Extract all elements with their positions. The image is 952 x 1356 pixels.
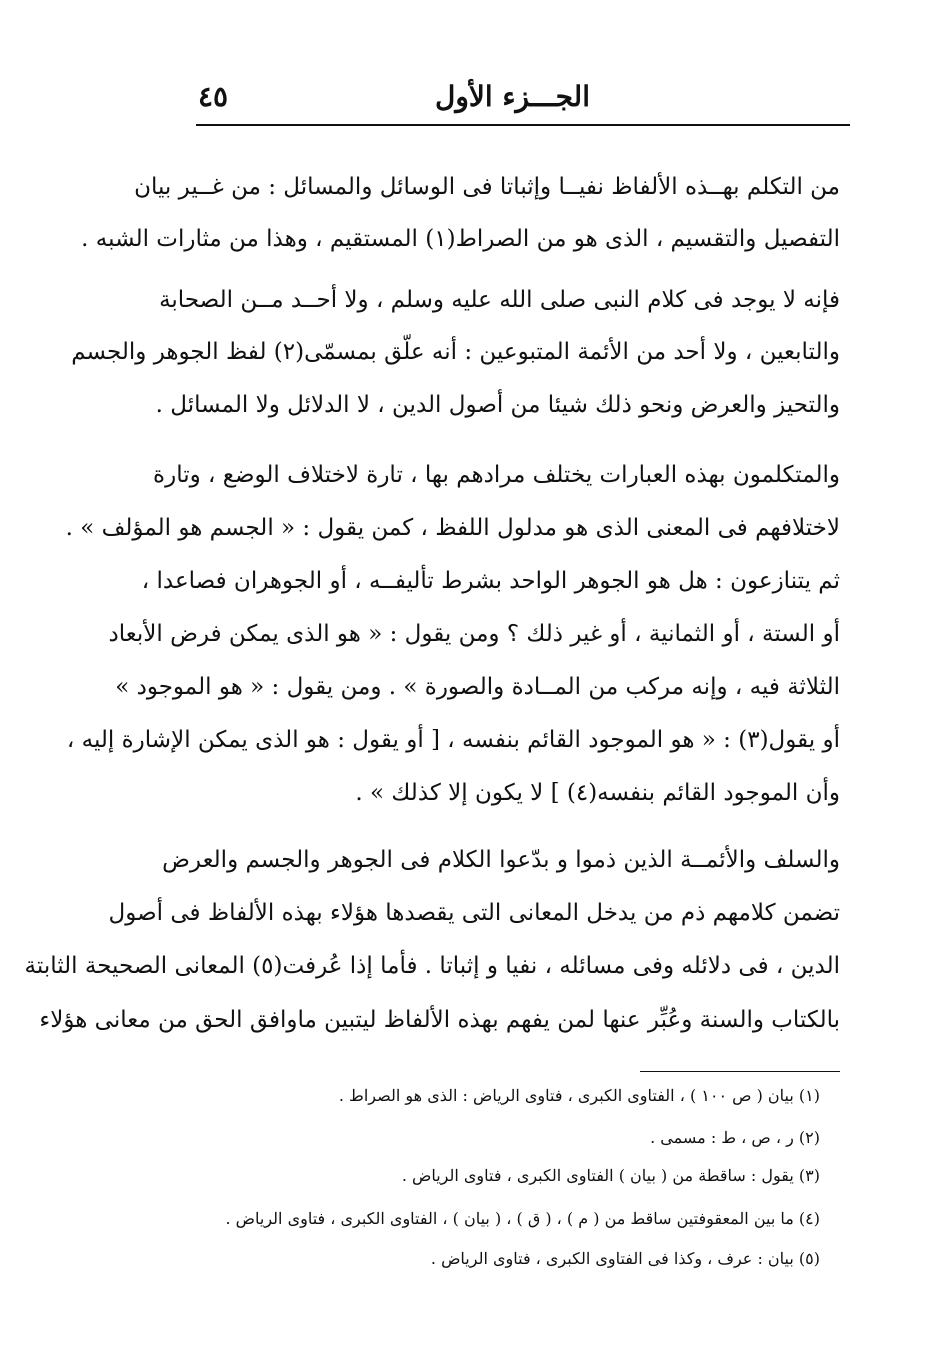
footnote: (٢) ر ، ص ، ط : مسمى . xyxy=(650,1128,820,1147)
text-line: وأن الموجود القائم بنفسه(٤) ] لا يكون إلا كذلك » . xyxy=(355,780,840,806)
text-line: والسلف والأئمــة الذين ذموا و بدّعوا الكلام فى الجوهر والجسم والعرض xyxy=(162,847,840,873)
text-line: أو الستة ، أو الثمانية ، أو غير ذلك ؟ ومن يقول : « هو الذى يمكن فرض الأبعاد xyxy=(108,621,840,647)
footnote: (٣) يقول : ساقطة من ( بيان ) الفتاوى الكبرى ، فتاوى الرياض . xyxy=(401,1166,820,1185)
text-line: الدين ، فى دلائله وفى مسائله ، نفيا و إثباتا . فأما إذا عُرفت(٥) المعانى الصحيحة الثابتة xyxy=(24,953,840,979)
text-line: التفصيل والتقسيم ، الذى هو من الصراط(١) المستقيم ، وهذا من مثارات الشبه . xyxy=(81,226,840,252)
footnote: (٥) بيان : عرف ، وكذا فى الفتاوى الكبرى ، فتاوى الرياض . xyxy=(430,1249,820,1268)
text-line: ثم يتنازعون : هل هو الجوهر الواحد بشرط تأليفــه ، أو الجوهران فصاعدا ، xyxy=(141,568,840,594)
text-line: بالكتاب والسنة وعُبِّر عنها لمن يفهم بهذه الألفاظ ليتبين ماوافق الحق من معانى هؤلاء xyxy=(39,1007,840,1033)
text-line: فإنه لا يوجد فى كلام النبى صلى الله عليه وسلم ، ولا أحــد مــن الصحابة xyxy=(159,287,840,313)
text-line: الثلاثة فيه ، وإنه مركب من المــادة والصورة » . ومن يقول : « هو الموجود » xyxy=(115,674,840,700)
text-line: أو يقول(٣) : « هو الموجود القائم بنفسه ، [ أو يقول : هو الذى يمكن الإشارة إليه ، xyxy=(66,727,840,753)
text-line: تضمن كلامهم ذم من يدخل المعانى التى يقصدها هؤلاء بهذه الألفاظ فى أصول xyxy=(108,900,840,926)
running-title: الجـــزء الأول xyxy=(435,80,590,113)
page-header xyxy=(196,78,850,126)
footnote-separator xyxy=(640,1071,840,1072)
text-line: والتابعين ، ولا أحد من الأئمة المتبوعين : أنه علّق بمسمّى(٢) لفظ الجوهر والجسم xyxy=(71,339,840,365)
text-line: من التكلم بهــذه الألفاظ نفيــا وإثباتا فى الوسائل والمسائل : من غــير بيان xyxy=(134,174,840,200)
text-line: والمتكلمون بهذه العبارات يختلف مرادهم بها ، تارة لاختلاف الوضع ، وتارة xyxy=(153,462,840,488)
text-line: لاختلافهم فى المعنى الذى هو مدلول اللفظ ، كمن يقول : « الجسم هو المؤلف » . xyxy=(65,515,840,541)
footnote: (١) بيان ( ص ١٠٠ ) ، الفتاوى الكبرى ، فتاوى الرياض : الذى هو الصراط . xyxy=(338,1086,820,1105)
footnote: (٤) ما بين المعقوفتين ساقط من ( م ) ، ( ق ) ، ( بيان ) ، الفتاوى الكبرى ، فتاوى الرياض . xyxy=(225,1209,820,1228)
page-number: ٤٥ xyxy=(198,80,229,113)
text-line: والتحيز والعرض ونحو ذلك شيئا من أصول الدين ، لا الدلائل ولا المسائل . xyxy=(155,392,840,418)
